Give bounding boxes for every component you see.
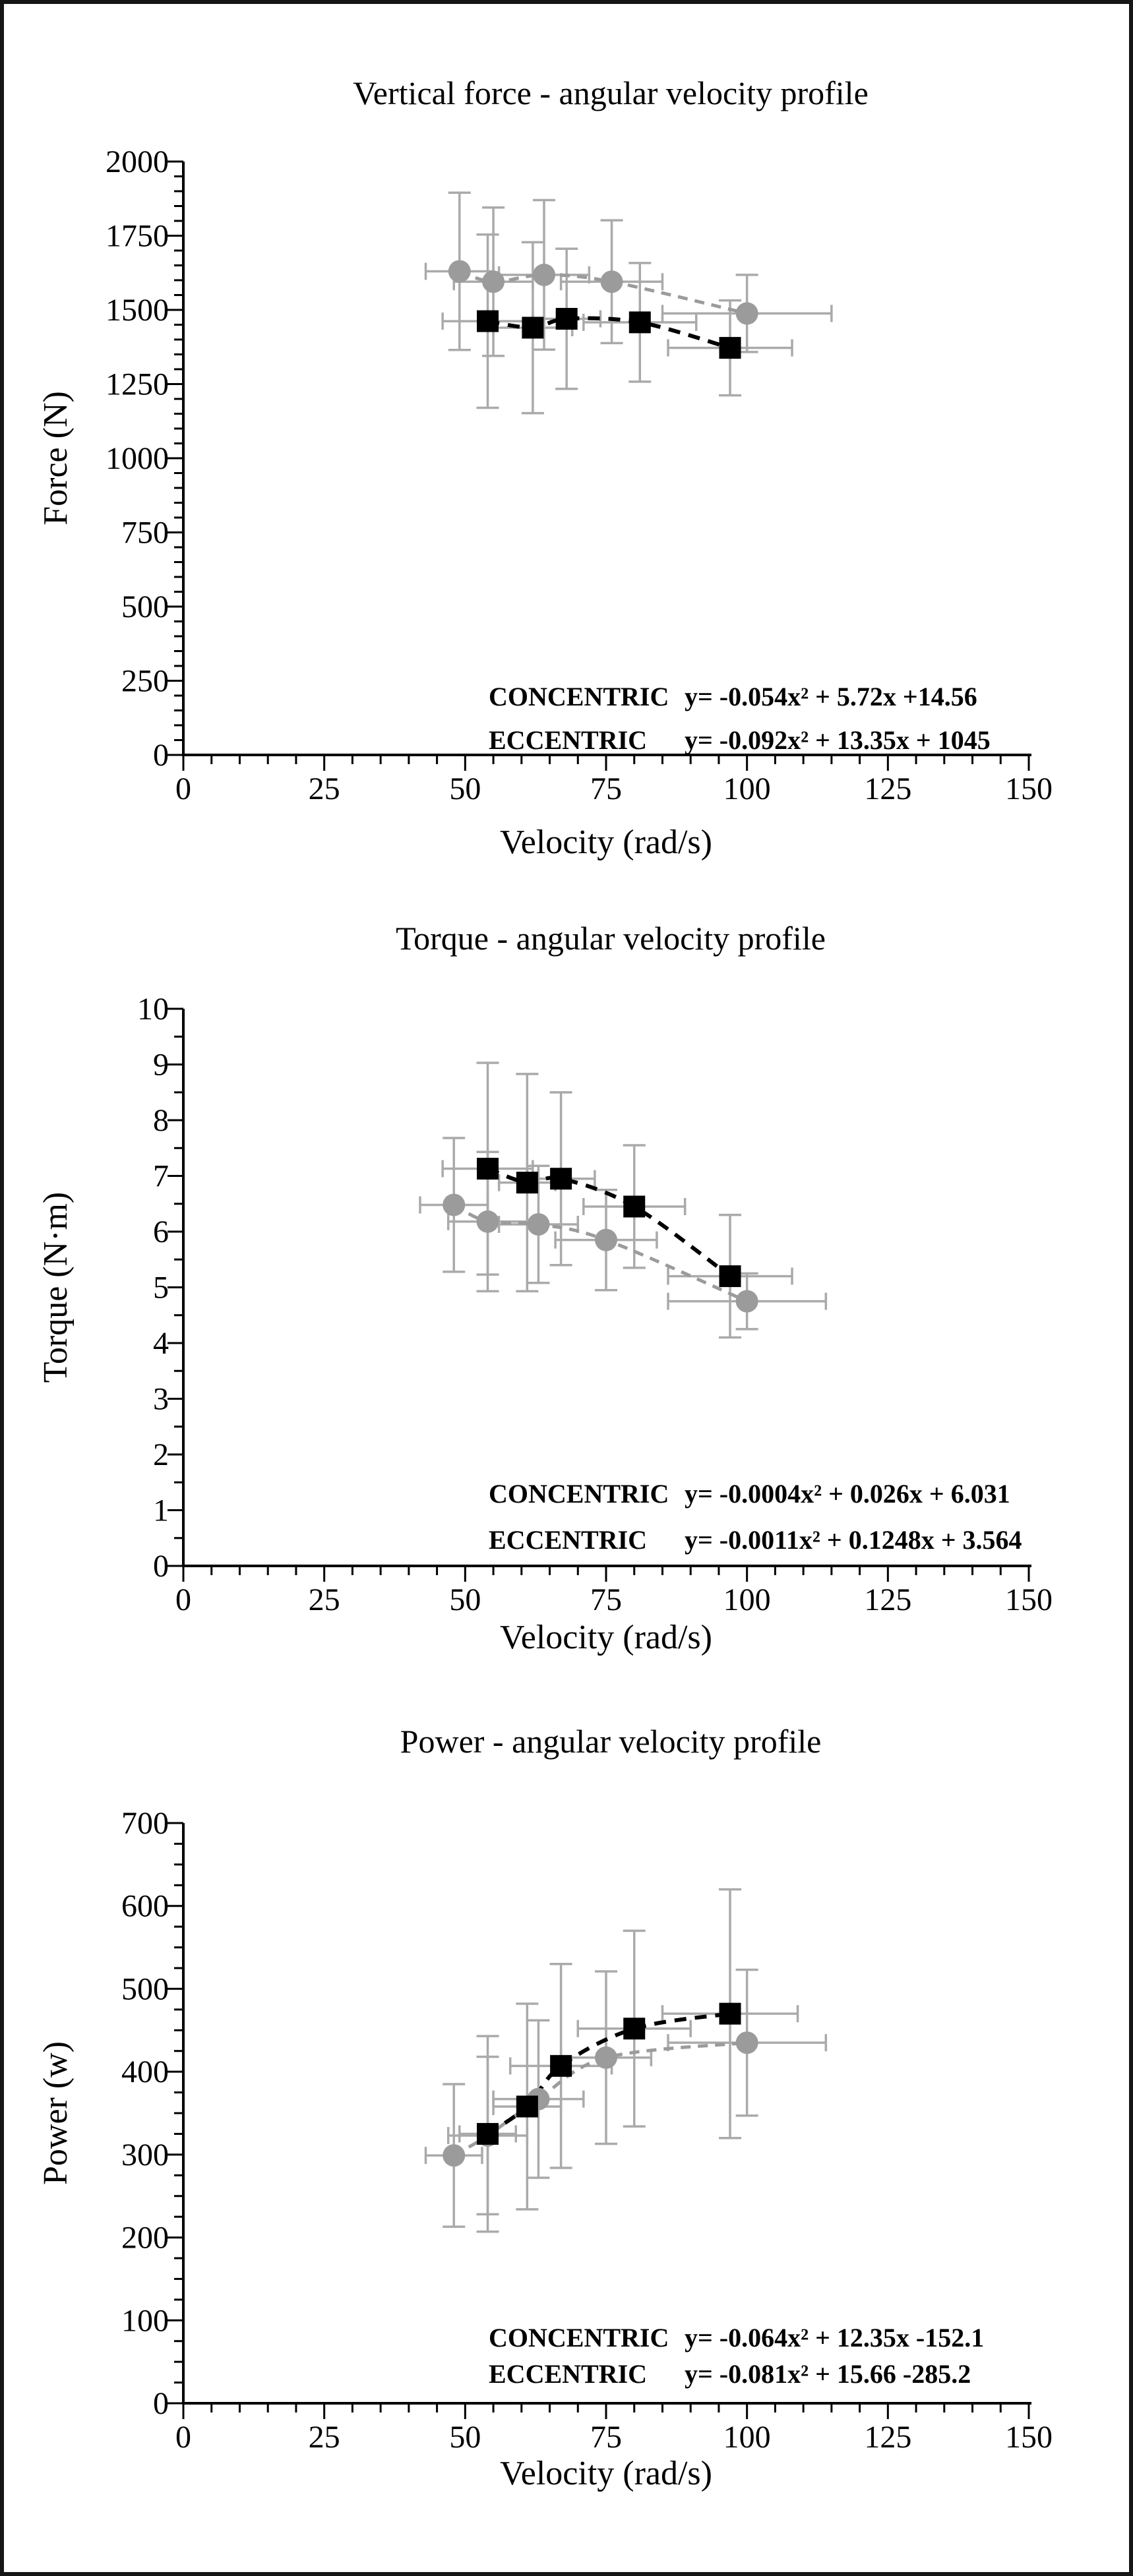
y-tick-label: 1750 [106,218,169,254]
equation-label: ECCENTRIC [489,1525,648,1555]
x-tick-label: 100 [723,2420,771,2455]
x-tick-label: 50 [449,2420,481,2455]
data-point-marker [629,311,651,333]
x-tick-label: 25 [308,771,340,806]
y-tick-label: 600 [121,1888,169,1924]
y-tick-label: 300 [121,2137,169,2172]
data-point-marker [443,1193,465,1216]
x-tick-label: 75 [590,1582,622,1617]
equation-label: CONCENTRIC [489,2323,669,2352]
data-point-marker [527,1213,549,1236]
x-axis-label: Velocity (rad/s) [499,824,713,861]
equation-formula: y= -0.092x² + 13.35x + 1045 [685,725,991,755]
series-markers-gray-circles-dashed [443,2031,758,2167]
x-tick-label: 150 [1005,771,1053,806]
equation-label: CONCENTRIC [489,1479,669,1509]
x-tick-label: 50 [449,771,481,806]
y-tick-label: 500 [121,589,169,624]
data-point-marker [595,2047,617,2069]
chart-section-power [4,1700,1126,2572]
x-tick-label: 25 [308,1582,340,1617]
data-point-marker [736,2031,758,2054]
power-velocity-chart [4,1700,1126,2572]
chart-title: Torque - angular velocity profile [396,920,826,957]
series-markers-black-squares-dashed [477,2003,741,2145]
y-tick-label: 400 [121,2054,169,2090]
y-axis-label: Power (w) [37,2041,75,2186]
y-tick-label: 200 [121,2220,169,2256]
y-tick-label: 6 [153,1214,169,1249]
chart-title: Vertical force - angular velocity profile [353,75,869,111]
y-tick-label: 2000 [106,144,169,179]
y-axis-label: Torque (N·m) [37,1191,75,1383]
y-tick-label: 8 [153,1103,169,1138]
y-tick-label: 9 [153,1047,169,1083]
data-point-marker [477,311,499,332]
data-point-marker [595,1229,617,1251]
equation-label: ECCENTRIC [489,2359,648,2389]
data-point-marker [601,270,623,293]
y-tick-label: 100 [121,2303,169,2339]
y-tick-label: 0 [153,1549,169,1584]
force-velocity-chart [4,4,1126,862]
data-point-marker [516,1172,538,1193]
equation-formula: y= -0.054x² + 5.72x +14.56 [685,682,977,711]
y-tick-label: 2 [153,1437,169,1472]
y-axis-label: Force (N) [37,391,75,525]
y-tick-label: 1500 [106,293,169,328]
x-tick-label: 0 [175,1582,191,1617]
data-point-marker [736,302,758,324]
x-tick-label: 125 [864,1582,912,1617]
data-point-marker [522,317,543,339]
y-tick-label: 0 [153,2386,169,2421]
y-tick-label: 1 [153,1493,169,1528]
torque-velocity-chart [4,862,1126,1700]
series-markers-gray-circles-dashed [443,1193,758,1312]
y-tick-label: 5 [153,1270,169,1305]
data-point-marker [720,1265,741,1287]
data-point-marker [477,1211,499,1233]
data-point-marker [550,1168,572,1189]
data-point-marker [516,2095,538,2117]
x-tick-label: 125 [864,771,912,806]
equation-label: ECCENTRIC [489,725,648,755]
y-tick-label: 500 [121,1971,169,2007]
equation-formula: y= -0.0011x² + 0.1248x + 3.564 [685,1525,1022,1555]
x-axis-label: Velocity (rad/s) [499,1619,713,1656]
y-tick-label: 3 [153,1381,169,1417]
data-point-marker [482,270,505,293]
x-tick-label: 0 [175,771,191,806]
equation-formula: y= -0.081x² + 15.66 -285.2 [685,2359,971,2389]
x-tick-label: 150 [1005,1582,1053,1617]
data-point-marker [550,2055,572,2077]
data-point-marker [556,308,578,330]
y-tick-label: 250 [121,663,169,699]
x-tick-label: 100 [723,1582,771,1617]
y-tick-label: 0 [153,738,169,773]
y-tick-label: 700 [121,1806,169,1841]
x-tick-label: 75 [590,2420,622,2455]
data-point-marker [477,2123,499,2145]
data-point-marker [443,2144,465,2167]
error-bars-gray-circles-dashed [426,1970,826,2227]
y-tick-label: 10 [137,992,169,1027]
x-tick-label: 150 [1005,2420,1053,2455]
x-tick-label: 100 [723,771,771,806]
x-tick-label: 50 [449,1582,481,1617]
y-tick-label: 7 [153,1158,169,1194]
data-point-marker [736,1290,758,1313]
equation-label: CONCENTRIC [489,682,669,711]
equation-formula: y= -0.0004x² + 0.026x + 6.031 [685,1479,1010,1509]
y-tick-label: 1250 [106,367,169,402]
x-tick-label: 0 [175,2420,191,2455]
data-point-marker [533,264,555,286]
data-point-marker [720,2003,741,2025]
data-point-marker [623,2018,645,2039]
chart-title: Power - angular velocity profile [400,1723,822,1760]
data-point-marker [720,337,741,359]
data-point-marker [623,1195,645,1217]
y-tick-label: 750 [121,515,169,551]
x-tick-label: 75 [590,771,622,806]
data-point-marker [448,260,471,283]
chart-section-force [4,4,1126,862]
chart-section-torque [4,862,1126,1700]
y-tick-label: 4 [153,1326,169,1361]
series-markers-black-squares-dashed [477,308,741,359]
data-point-marker [477,1158,499,1180]
y-tick-label: 1000 [106,441,169,476]
x-tick-label: 25 [308,2420,340,2455]
equation-formula: y= -0.064x² + 12.35x -152.1 [685,2323,985,2352]
x-tick-label: 125 [864,2420,912,2455]
x-axis-label: Velocity (rad/s) [499,2455,713,2492]
